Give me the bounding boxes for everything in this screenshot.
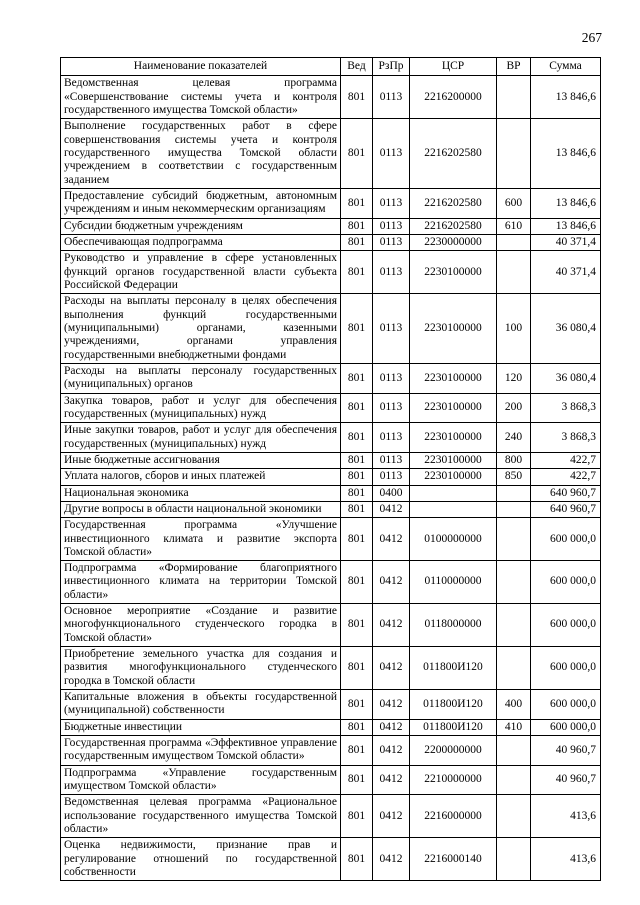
cell-vr: 200 [497,393,531,423]
table-row [61,690,601,720]
cell-ved: 801 [341,795,373,838]
cell-rzpr: 0113 [373,119,410,189]
table-row [61,765,601,795]
cell-csr: 2216202580 [410,119,497,189]
cell-ved: 801 [341,518,373,561]
cell-name: Приобретение земельного участка для создания и развития многофункционального студенческого городка в Томской области [61,647,341,690]
cell-summa: 600 000,0 [531,518,601,561]
cell-vr: 600 [497,188,531,218]
table-header [61,58,601,76]
cell-ved: 801 [341,218,373,234]
cell-vr [497,604,531,647]
table-row [61,294,601,364]
cell-rzpr: 0412 [373,518,410,561]
table-row [61,188,601,218]
cell-ved: 801 [341,251,373,294]
cell-name: Другие вопросы в области национальной экономики [61,501,341,517]
cell-vr: 100 [497,294,531,364]
cell-ved: 801 [341,501,373,517]
cell-ved: 801 [341,469,373,485]
cell-summa: 640 960,7 [531,501,601,517]
cell-summa: 40 371,4 [531,251,601,294]
cell-rzpr: 0113 [373,234,410,250]
cell-name: Государственная программа «Улучшение инвестиционного климата и развитие экспорта Томской области» [61,518,341,561]
cell-rzpr: 0113 [373,393,410,423]
cell-rzpr: 0113 [373,469,410,485]
cell-csr: 0100000000 [410,518,497,561]
cell-ved: 801 [341,561,373,604]
cell-ved: 801 [341,838,373,881]
cell-summa: 422,7 [531,452,601,468]
cell-name: Подпрограмма «Формирование благоприятного инвестиционного климата на территории Томской области» [61,561,341,604]
cell-summa: 600 000,0 [531,719,601,735]
header-summa: Сумма [531,58,601,76]
cell-summa: 40 960,7 [531,765,601,795]
cell-csr: 2230100000 [410,469,497,485]
page-number: 267 [581,30,602,45]
cell-csr: 011800И120 [410,690,497,720]
cell-name: Ведомственная целевая программа «Совершенствование системы учета и контроля государственного имущества Томской области» [61,76,341,119]
cell-rzpr: 0113 [373,218,410,234]
cell-rzpr: 0412 [373,838,410,881]
cell-summa: 13 846,6 [531,76,601,119]
table-row [61,76,601,119]
cell-vr: 240 [497,423,531,453]
cell-rzpr: 0113 [373,423,410,453]
cell-csr: 2216202580 [410,218,497,234]
cell-rzpr: 0113 [373,452,410,468]
cell-summa: 600 000,0 [531,561,601,604]
table-row [61,719,601,735]
cell-csr: 2230100000 [410,452,497,468]
cell-vr: 610 [497,218,531,234]
cell-ved: 801 [341,76,373,119]
cell-summa: 3 868,3 [531,423,601,453]
table-row [61,838,601,881]
cell-name: Закупка товаров, работ и услуг для обеспечения государственных (муниципальных) нужд [61,393,341,423]
cell-csr: 2230100000 [410,251,497,294]
cell-rzpr: 0113 [373,251,410,294]
cell-name: Подпрограмма «Управление государственным имуществом Томской области» [61,765,341,795]
cell-ved: 801 [341,188,373,218]
cell-ved: 801 [341,485,373,501]
cell-ved: 801 [341,736,373,766]
cell-rzpr: 0412 [373,604,410,647]
cell-name: Государственная программа «Эффективное управление государственным имуществом Томской области» [61,736,341,766]
cell-ved: 801 [341,604,373,647]
cell-summa: 600 000,0 [531,647,601,690]
cell-name: Национальная экономика [61,485,341,501]
cell-vr [497,795,531,838]
cell-csr [410,485,497,501]
cell-csr: 2230100000 [410,363,497,393]
cell-vr [497,561,531,604]
cell-csr: 2230100000 [410,393,497,423]
cell-name: Уплата налогов, сборов и иных платежей [61,469,341,485]
cell-name: Ведомственная целевая программа «Рациональное использование государственного имущества Томской области» [61,795,341,838]
cell-csr: 2210000000 [410,765,497,795]
cell-name: Обеспечивающая подпрограмма [61,234,341,250]
cell-rzpr: 0113 [373,188,410,218]
cell-name: Иные бюджетные ассигнования [61,452,341,468]
cell-rzpr: 0412 [373,736,410,766]
cell-ved: 801 [341,647,373,690]
cell-ved: 801 [341,119,373,189]
cell-vr: 400 [497,690,531,720]
cell-summa: 422,7 [531,469,601,485]
header-name: Наименование показателей [61,58,341,76]
cell-ved: 801 [341,294,373,364]
cell-csr: 0118000000 [410,604,497,647]
cell-vr [497,119,531,189]
header-rzpr: РзПр [373,58,410,76]
cell-name: Основное мероприятие «Создание и развитие многофункционального студенческого городка в Томской области» [61,604,341,647]
cell-summa: 3 868,3 [531,393,601,423]
table-row [61,469,601,485]
table-row [61,647,601,690]
cell-rzpr: 0412 [373,795,410,838]
cell-vr [497,234,531,250]
table-row [61,423,601,453]
cell-vr [497,736,531,766]
table-row [61,393,601,423]
cell-csr: 2230100000 [410,423,497,453]
cell-csr: 0110000000 [410,561,497,604]
cell-csr: 2216202580 [410,188,497,218]
cell-summa: 413,6 [531,838,601,881]
cell-summa: 600 000,0 [531,690,601,720]
cell-name: Расходы на выплаты персоналу государственных (муниципальных) органов [61,363,341,393]
cell-ved: 801 [341,423,373,453]
cell-ved: 801 [341,690,373,720]
cell-vr: 410 [497,719,531,735]
cell-summa: 13 846,6 [531,119,601,189]
cell-csr: 2230100000 [410,294,497,364]
table-row [61,452,601,468]
cell-csr: 2216000140 [410,838,497,881]
cell-csr: 2200000000 [410,736,497,766]
cell-summa: 13 846,6 [531,218,601,234]
table-row [61,518,601,561]
cell-vr [497,518,531,561]
cell-csr: 011800И120 [410,647,497,690]
cell-csr: 2216200000 [410,76,497,119]
table-row [61,119,601,189]
cell-vr [497,765,531,795]
cell-ved: 801 [341,765,373,795]
cell-vr: 120 [497,363,531,393]
cell-csr [410,501,497,517]
table-row [61,234,601,250]
cell-ved: 801 [341,234,373,250]
table-row [61,501,601,517]
cell-vr: 800 [497,452,531,468]
cell-name: Руководство и управление в сфере установленных функций органов государственной власти субъекта Российской Федерации [61,251,341,294]
cell-rzpr: 0113 [373,76,410,119]
cell-vr: 850 [497,469,531,485]
cell-summa: 413,6 [531,795,601,838]
cell-vr [497,76,531,119]
cell-ved: 801 [341,363,373,393]
cell-vr [497,251,531,294]
cell-name: Расходы на выплаты персоналу в целях обеспечения выполнения функций государственными (муниципальными) органами, казенными учреждениями, органами управления государственными внебюджетными фондами [61,294,341,364]
cell-name: Оценка недвижимости, признание прав и регулирование отношений по государственной собственности [61,838,341,881]
cell-ved: 801 [341,393,373,423]
cell-summa: 13 846,6 [531,188,601,218]
cell-name: Субсидии бюджетным учреждениям [61,218,341,234]
table-row [61,251,601,294]
cell-rzpr: 0412 [373,647,410,690]
table-row [61,561,601,604]
cell-name: Предоставление субсидий бюджетным, автономным учреждениям и иным некоммерческим организациям [61,188,341,218]
table-row [61,218,601,234]
cell-csr: 2230000000 [410,234,497,250]
cell-ved: 801 [341,452,373,468]
cell-vr [497,647,531,690]
cell-summa: 36 080,4 [531,363,601,393]
header-ved: Вед [341,58,373,76]
cell-rzpr: 0412 [373,561,410,604]
cell-name: Бюджетные инвестиции [61,719,341,735]
cell-summa: 40 960,7 [531,736,601,766]
table-header-row [61,58,601,76]
cell-rzpr: 0412 [373,690,410,720]
table-row [61,795,601,838]
cell-name: Капитальные вложения в объекты государственной (муниципальной) собственности [61,690,341,720]
cell-summa: 600 000,0 [531,604,601,647]
cell-summa: 36 080,4 [531,294,601,364]
cell-csr: 2216000000 [410,795,497,838]
cell-vr [497,485,531,501]
table-row [61,736,601,766]
cell-rzpr: 0412 [373,765,410,795]
cell-summa: 640 960,7 [531,485,601,501]
table-body [61,76,601,881]
table-row [61,363,601,393]
budget-table [60,57,601,881]
cell-summa: 40 371,4 [531,234,601,250]
cell-rzpr: 0412 [373,719,410,735]
cell-rzpr: 0412 [373,501,410,517]
cell-vr [497,501,531,517]
cell-name: Выполнение государственных работ в сфере совершенствования системы учета и контроля государственного имущества Томской области учреждением в соответствии с государственным заданием [61,119,341,189]
header-csr: ЦСР [410,58,497,76]
table-row [61,604,601,647]
cell-rzpr: 0400 [373,485,410,501]
cell-rzpr: 0113 [373,363,410,393]
cell-ved: 801 [341,719,373,735]
table-row [61,485,601,501]
cell-vr [497,838,531,881]
cell-rzpr: 0113 [373,294,410,364]
header-vr: ВР [497,58,531,76]
cell-csr: 011800И120 [410,719,497,735]
cell-name: Иные закупки товаров, работ и услуг для обеспечения государственных (муниципальных) нужд [61,423,341,453]
